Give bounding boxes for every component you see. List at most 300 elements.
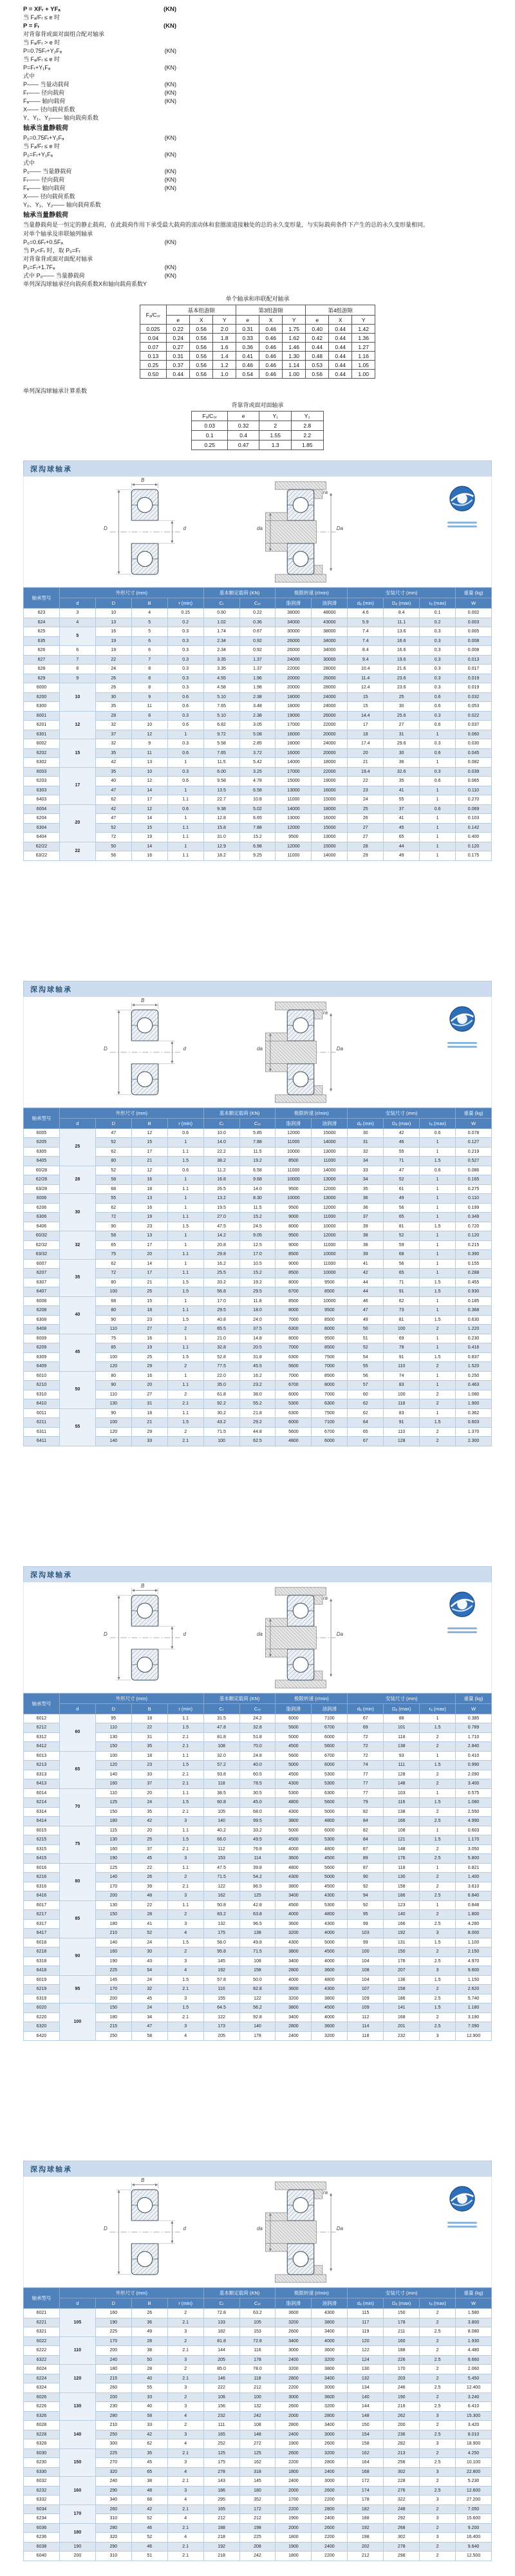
table-cell: 2800: [276, 1966, 312, 1976]
table-cell: 38: [131, 2477, 167, 2486]
table-cell: 85.0: [203, 2365, 239, 2374]
table-cell: 33: [131, 1437, 167, 1446]
table-cell: 6302: [24, 758, 60, 768]
table-cell: 28: [348, 842, 384, 851]
table-cell: 25: [384, 692, 420, 702]
table-cell: 0.185: [456, 1296, 492, 1306]
table-cell: 0.142: [456, 823, 492, 833]
table-cell: 0.40: [306, 325, 329, 334]
table-cell: 3: [167, 2402, 203, 2412]
table-cell: 23: [131, 1315, 167, 1325]
table-cell: 2.5: [420, 2327, 456, 2337]
table-cell: 0.25: [192, 440, 227, 450]
table-cell: 1.5: [420, 1222, 456, 1231]
table-cell: 44.8: [239, 1427, 276, 1437]
table-cell: 182: [348, 2505, 384, 2514]
table-cell: 4500: [276, 1770, 312, 1779]
table-cell: 11.5: [239, 1147, 276, 1157]
table-cell: 3: [420, 1966, 456, 1976]
table-cell: 100: [239, 2392, 276, 2402]
dim-label-ra: ra: [323, 1595, 328, 1601]
table-cell: 17000: [276, 721, 312, 730]
table-cell: 0.575: [456, 1788, 492, 1798]
table-cell: 61.8: [203, 1390, 239, 1399]
table-cell: 123: [384, 1900, 420, 1910]
table-cell: 18000: [276, 692, 312, 702]
table-cell: 35: [131, 2448, 167, 2458]
table-cell: 12000: [312, 1184, 348, 1194]
table-cell: 1900: [276, 2542, 312, 2552]
table-cell: 15000: [312, 823, 348, 833]
table-cell: 112: [203, 1844, 239, 1854]
table-cell: 202: [348, 2542, 384, 2552]
dim-label-D: D: [104, 1045, 108, 1052]
table-cell: 6222: [24, 2346, 60, 2356]
table-cell: 2.1: [167, 1770, 203, 1779]
table-cell: 99: [348, 1938, 384, 1947]
table-cell: 6221: [24, 2318, 60, 2327]
table-cell: 0.46: [259, 370, 283, 379]
table-cell: 3200: [312, 2031, 348, 2041]
table-cell: 26.5: [203, 1184, 239, 1194]
table-cell: 2400: [312, 2467, 348, 2477]
table-cell: 27: [348, 833, 384, 842]
dim-label-Da: Da: [336, 1045, 343, 1052]
drawing-area: [23, 997, 492, 1108]
table-cell: 58: [131, 2031, 167, 2041]
table-cell: 2400: [312, 2542, 348, 2552]
table-cell: 140: [95, 1873, 131, 1882]
table-cell: 180: [95, 2012, 131, 2022]
table-cell: 0.04: [140, 334, 166, 343]
table-cell: 155: [203, 1994, 239, 2003]
table-cell: 6226: [24, 2402, 60, 2412]
table-cell: 2.2: [291, 431, 323, 440]
table-cell: 1: [420, 1240, 456, 1250]
table-cell: 22.7: [203, 795, 239, 805]
table-cell: 6300: [276, 1325, 312, 1334]
formula-text: P = Fᵣ: [23, 23, 40, 30]
table-cell: 32: [59, 1231, 95, 1260]
table-cell: 0.837: [456, 1352, 492, 1362]
table-cell: 16000: [276, 730, 312, 739]
table-cell: 0.54: [236, 370, 259, 379]
table-cell: 3000: [312, 2477, 348, 2486]
table-cell: 200: [95, 1994, 131, 2003]
table-cell: 6209: [24, 1343, 60, 1353]
unit-label: (KN): [164, 272, 176, 279]
table-cell: 29.8: [203, 1250, 239, 1260]
table-cell: 0.019: [456, 674, 492, 683]
table-row: [24, 1975, 492, 1985]
unit-label: (KN): [164, 151, 176, 158]
table-cell: 80: [59, 1863, 95, 1900]
table-cell: 80: [95, 1371, 131, 1381]
table-cell: 180: [59, 2523, 95, 2542]
table-cell: 19.5: [203, 1203, 239, 1213]
table-cell: 290: [95, 2486, 131, 2496]
table-cell: 29: [131, 1427, 167, 1437]
table-cell: 24: [95, 665, 131, 674]
table-cell: 5000: [312, 1807, 348, 1817]
table-cell: 2200: [312, 2533, 348, 2543]
table-cell: 45.5: [239, 1362, 276, 1372]
table-cell: 130: [59, 2392, 95, 2421]
table-cell: 150: [384, 2309, 420, 2318]
table-cell: 66.0: [203, 1835, 239, 1845]
column-header: 重量 (kg): [456, 588, 492, 598]
table-cell: 4.55: [203, 674, 239, 683]
logo-caption-placeholder: [442, 1627, 482, 1633]
table-cell: 54: [348, 1352, 384, 1362]
table-cell: 0.1: [192, 431, 227, 440]
column-header: D: [95, 2298, 131, 2309]
table-cell: 110: [95, 1325, 131, 1334]
table-cell: 30000: [276, 627, 312, 637]
table-cell: 1.5: [420, 1761, 456, 1770]
formula-line: [23, 64, 176, 72]
table-cell: 16.2: [239, 1371, 276, 1381]
table-cell: 4: [167, 2514, 203, 2524]
table-cell: 22: [59, 842, 95, 860]
table-cell: 11: [131, 702, 167, 712]
table-cell: 10000: [276, 1175, 312, 1185]
bearing-section-3: [23, 1566, 492, 2041]
table-cell: 65: [384, 833, 420, 842]
column-header: W: [456, 1703, 492, 1714]
column-header: 重量 (kg): [456, 1693, 492, 1703]
table-cell: 50: [59, 1371, 95, 1408]
table-cell: 52: [384, 1175, 420, 1185]
table-cell: 7000: [276, 1343, 312, 1353]
formula-text: 式中 P₀—— 当量静载荷: [23, 272, 85, 279]
table-cell: 2: [420, 1770, 456, 1779]
table-cell: 0.44: [329, 352, 352, 361]
table-cell: 1: [420, 1343, 456, 1353]
table-cell: 21: [131, 1278, 167, 1287]
table-cell: 2: [420, 2318, 456, 2327]
table-cell: 0.045: [456, 748, 492, 758]
table-cell: 140: [239, 2022, 276, 2032]
table-cell: 86.5: [239, 1882, 276, 1891]
table-cell: 6214: [24, 1798, 60, 1808]
table-cell: 30: [59, 1194, 95, 1231]
column-header: X: [259, 316, 283, 325]
table-cell: 1: [420, 814, 456, 824]
table-cell: 0.013: [456, 655, 492, 665]
table-cell: 2.5: [420, 1891, 456, 1901]
table-cell: 6021: [24, 2309, 60, 2318]
table-cell: 1: [167, 1296, 203, 1306]
table-cell: 6318: [24, 1956, 60, 1966]
table-cell: 30: [131, 1947, 167, 1957]
table-cell: 63/22: [24, 851, 60, 861]
column-header: Dₐ (max): [384, 1703, 420, 1714]
table-cell: 6304: [24, 823, 60, 833]
table-cell: 8: [131, 674, 167, 683]
table-row: [24, 2336, 492, 2346]
table-cell: 5.450: [456, 2374, 492, 2383]
table-cell: 6213: [24, 1761, 60, 1770]
table-cell: 0.6: [167, 692, 203, 702]
table-cell: 1.5: [167, 1287, 203, 1297]
table-cell: 25: [131, 1287, 167, 1297]
table-cell: 0.56: [190, 352, 213, 361]
table-cell: 9500: [276, 1231, 312, 1241]
table-cell: 55: [95, 1194, 131, 1204]
table-cell: 0.110: [456, 1194, 492, 1204]
calc-coefficient-note: 单列深沟球轴承计算系数: [23, 388, 88, 394]
table-cell: 2.34: [203, 646, 239, 656]
table-cell: 3.240: [456, 2392, 492, 2402]
table-cell: 0.1: [420, 609, 456, 618]
table-cell: 6414: [24, 1817, 60, 1826]
formula-text: 当 Fₐ/Fᵣ ≤ e 时: [23, 143, 60, 149]
table-cell: 52: [348, 1343, 384, 1353]
table-cell: 0.165: [456, 1175, 492, 1185]
table-cell: 43.2: [203, 1418, 239, 1428]
table-cell: 2.85: [239, 739, 276, 749]
table-cell: 0.56: [190, 343, 213, 352]
table-cell: 21: [131, 1418, 167, 1428]
table-row: [140, 325, 375, 334]
column-header: Dₐ (max): [384, 2298, 420, 2309]
table-cell: 1: [420, 1147, 456, 1157]
table-cell: 17: [131, 795, 167, 805]
table-cell: 23: [131, 1222, 167, 1231]
table-cell: 7500: [312, 1408, 348, 1418]
table-cell: 2: [420, 2012, 456, 2022]
table-cell: 6700: [312, 1751, 348, 1761]
formula-text: P₀=0.75Fᵣ+Y₁Fₐ: [23, 135, 64, 141]
table-cell: 1: [420, 1194, 456, 1204]
table-cell: 0.6: [167, 748, 203, 758]
table-cell: 50: [131, 2355, 167, 2365]
table-cell: 4300: [276, 1873, 312, 1882]
table-cell: 115: [95, 1826, 131, 1835]
table-cell: 2: [167, 2392, 203, 2402]
table-cell: 20: [131, 1788, 167, 1798]
table-cell: 71: [384, 1157, 420, 1166]
table-cell: 3200: [276, 2365, 312, 2374]
table-row: [140, 334, 375, 343]
table-cell: 15.300: [456, 2411, 492, 2421]
column-header: Cᵣ: [203, 598, 239, 609]
table-cell: 340: [95, 2496, 131, 2505]
table-cell: 6205: [24, 1138, 60, 1148]
table-cell: 47.8: [203, 1723, 239, 1733]
table-cell: 69: [384, 1334, 420, 1343]
table-cell: 1.05: [352, 361, 375, 370]
table-cell: 6301: [24, 730, 60, 739]
dim-label-D: D: [104, 526, 108, 531]
table-cell: 55: [131, 2383, 167, 2393]
table-cell: 8.080: [456, 2327, 492, 2337]
table-cell: 0.44: [329, 325, 352, 334]
table-cell: 2: [420, 2374, 456, 2383]
table-cell: 130: [95, 1732, 131, 1742]
table-cell: 1.1: [167, 823, 203, 833]
table-cell: 176: [384, 1854, 420, 1864]
table-row: [24, 2505, 492, 2514]
table-cell: 160: [95, 1844, 131, 1854]
column-header: 极限转速 (r/min): [276, 2288, 348, 2298]
table-cell: 11: [131, 748, 167, 758]
table-cell: 2.1: [167, 1437, 203, 1446]
table-cell: 15.2: [239, 833, 276, 842]
table-cell: 186: [384, 1994, 420, 2003]
table-cell: 0.92: [239, 646, 276, 656]
table-cell: 160: [384, 2336, 420, 2346]
table-cell: 0.46: [259, 361, 283, 370]
table-cell: 3600: [312, 2022, 348, 2032]
table-cell: 2.1: [167, 1844, 203, 1854]
table-cell: 6236: [24, 2533, 60, 2543]
table-cell: 24: [348, 795, 384, 805]
table-cell: 93.8: [203, 1770, 239, 1779]
table-cell: 0.362: [456, 1408, 492, 1418]
table-cell: 0.175: [456, 851, 492, 861]
table-cell: 5.10: [203, 711, 239, 721]
column-header: B: [131, 598, 167, 609]
table-cell: 0.56: [190, 325, 213, 334]
column-header: r (min): [167, 2298, 203, 2309]
table-cell: 0.603: [456, 1418, 492, 1428]
table-cell: 19: [131, 1213, 167, 1222]
table-cell: 6000: [276, 1418, 312, 1428]
table-cell: 9: [131, 739, 167, 749]
table-cell: 2: [420, 2552, 456, 2561]
table-cell: 6232: [24, 2486, 60, 2496]
table-cell: 256: [384, 2458, 420, 2468]
table-cell: 0.46: [259, 352, 283, 361]
table-cell: 6008: [24, 1296, 60, 1306]
table-cell: 60.8: [203, 1798, 239, 1808]
table-cell: 23.6: [384, 683, 420, 693]
table-cell: 24: [131, 1938, 167, 1947]
table-cell: 0.3: [420, 655, 456, 665]
table-cell: 250: [95, 2430, 131, 2439]
table-cell: 125: [239, 2448, 276, 2458]
table-cell: 13000: [312, 1194, 348, 1204]
table-cell: 109: [348, 1994, 384, 2003]
table-cell: 45: [131, 2458, 167, 2468]
table-cell: 2.1: [167, 2012, 203, 2022]
table-cell: 6000: [312, 1826, 348, 1835]
table-cell: 8.000: [456, 1929, 492, 1938]
table-cell: 2: [420, 1437, 456, 1446]
table-row: [24, 674, 492, 683]
table-row: [24, 2309, 492, 2318]
table-cell: 128: [384, 1770, 420, 1779]
dim-label-da: da: [257, 2226, 263, 2231]
formula-text: 对背靠背或面对面配对轴承: [23, 256, 93, 262]
table-cell: 0.44: [306, 343, 329, 352]
table-cell: 10000: [276, 1194, 312, 1204]
table-cell: 1.080: [456, 1390, 492, 1399]
table-cell: 0.6: [167, 721, 203, 730]
table-cell: 298: [384, 2552, 420, 2561]
table-cell: 63.2: [239, 2309, 276, 2318]
table-cell: 9500: [312, 1306, 348, 1316]
table-cell: 2400: [312, 2514, 348, 2524]
table-cell: 9: [59, 674, 95, 683]
table-cell: 0.6: [167, 1166, 203, 1175]
table-row: [24, 2003, 492, 2013]
table-cell: 6208: [24, 1306, 60, 1316]
table-cell: 36: [131, 2318, 167, 2327]
table-cell: 1.5: [420, 1278, 456, 1287]
table-cell: 6204: [24, 814, 60, 824]
table-cell: 1.1: [167, 851, 203, 861]
table-cell: 4: [167, 2496, 203, 2505]
table-cell: 6311: [24, 1427, 60, 1437]
table-cell: 7.090: [456, 2022, 492, 2032]
table-cell: 15: [59, 739, 95, 768]
table-cell: 63.8: [239, 1910, 276, 1920]
table-cell: 2: [420, 1390, 456, 1399]
table-cell: 10: [131, 767, 167, 777]
table-cell: 6215: [24, 1835, 60, 1845]
table-cell: 0.13: [140, 352, 166, 361]
table-cell: 20: [131, 1381, 167, 1390]
table-cell: 250: [95, 2031, 131, 2041]
table-cell: 92: [348, 1900, 384, 1910]
table-cell: 6028: [24, 2421, 60, 2430]
table-cell: 182: [203, 2327, 239, 2337]
table-cell: 42: [131, 2505, 167, 2514]
table-cell: 26: [95, 674, 131, 683]
table-cell: 64.5: [203, 2003, 239, 2013]
table-row: [24, 2542, 492, 2552]
table-row: [24, 609, 492, 618]
table-cell: 248: [384, 2505, 420, 2514]
column-header: 外形尺寸 (mm): [59, 2288, 203, 2298]
table-cell: 168: [384, 2012, 420, 2022]
table-cell: 6032: [24, 2477, 60, 2486]
table-cell: 2.1: [167, 2505, 203, 2514]
dim-label-B: B: [141, 477, 145, 483]
table-cell: 2: [167, 1910, 203, 1920]
table-cell: 96.5: [239, 1919, 276, 1929]
table-cell: 42: [131, 2430, 167, 2439]
table-cell: 132: [203, 1919, 239, 1929]
table-cell: 1: [167, 730, 203, 739]
table-cell: 49: [348, 1315, 384, 1325]
table-cell: 1: [420, 1296, 456, 1306]
table-cell: 4.58: [203, 683, 239, 693]
table-cell: 1.5: [420, 1835, 456, 1845]
table-cell: 3800: [312, 2365, 348, 2374]
table-cell: 13.6: [384, 627, 420, 637]
table-cell: 2: [167, 2421, 203, 2430]
table-cell: 12: [131, 804, 167, 814]
table-cell: 3: [420, 2514, 456, 2524]
table-cell: 110: [384, 1362, 420, 1372]
table-cell: 2200: [312, 2496, 348, 2505]
table-cell: 114: [348, 2022, 384, 2032]
table-cell: 57: [348, 1381, 384, 1390]
table-cell: 1.100: [456, 1938, 492, 1947]
table-cell: 39.8: [239, 1863, 276, 1873]
table-cell: 65: [384, 1269, 420, 1278]
table-cell: 14000: [312, 1166, 348, 1175]
column-header: e: [236, 316, 259, 325]
table-cell: 35: [131, 1742, 167, 1752]
table-cell: 6202: [24, 748, 60, 758]
table-cell: 7000: [312, 1362, 348, 1372]
table-cell: 91: [384, 1418, 420, 1428]
